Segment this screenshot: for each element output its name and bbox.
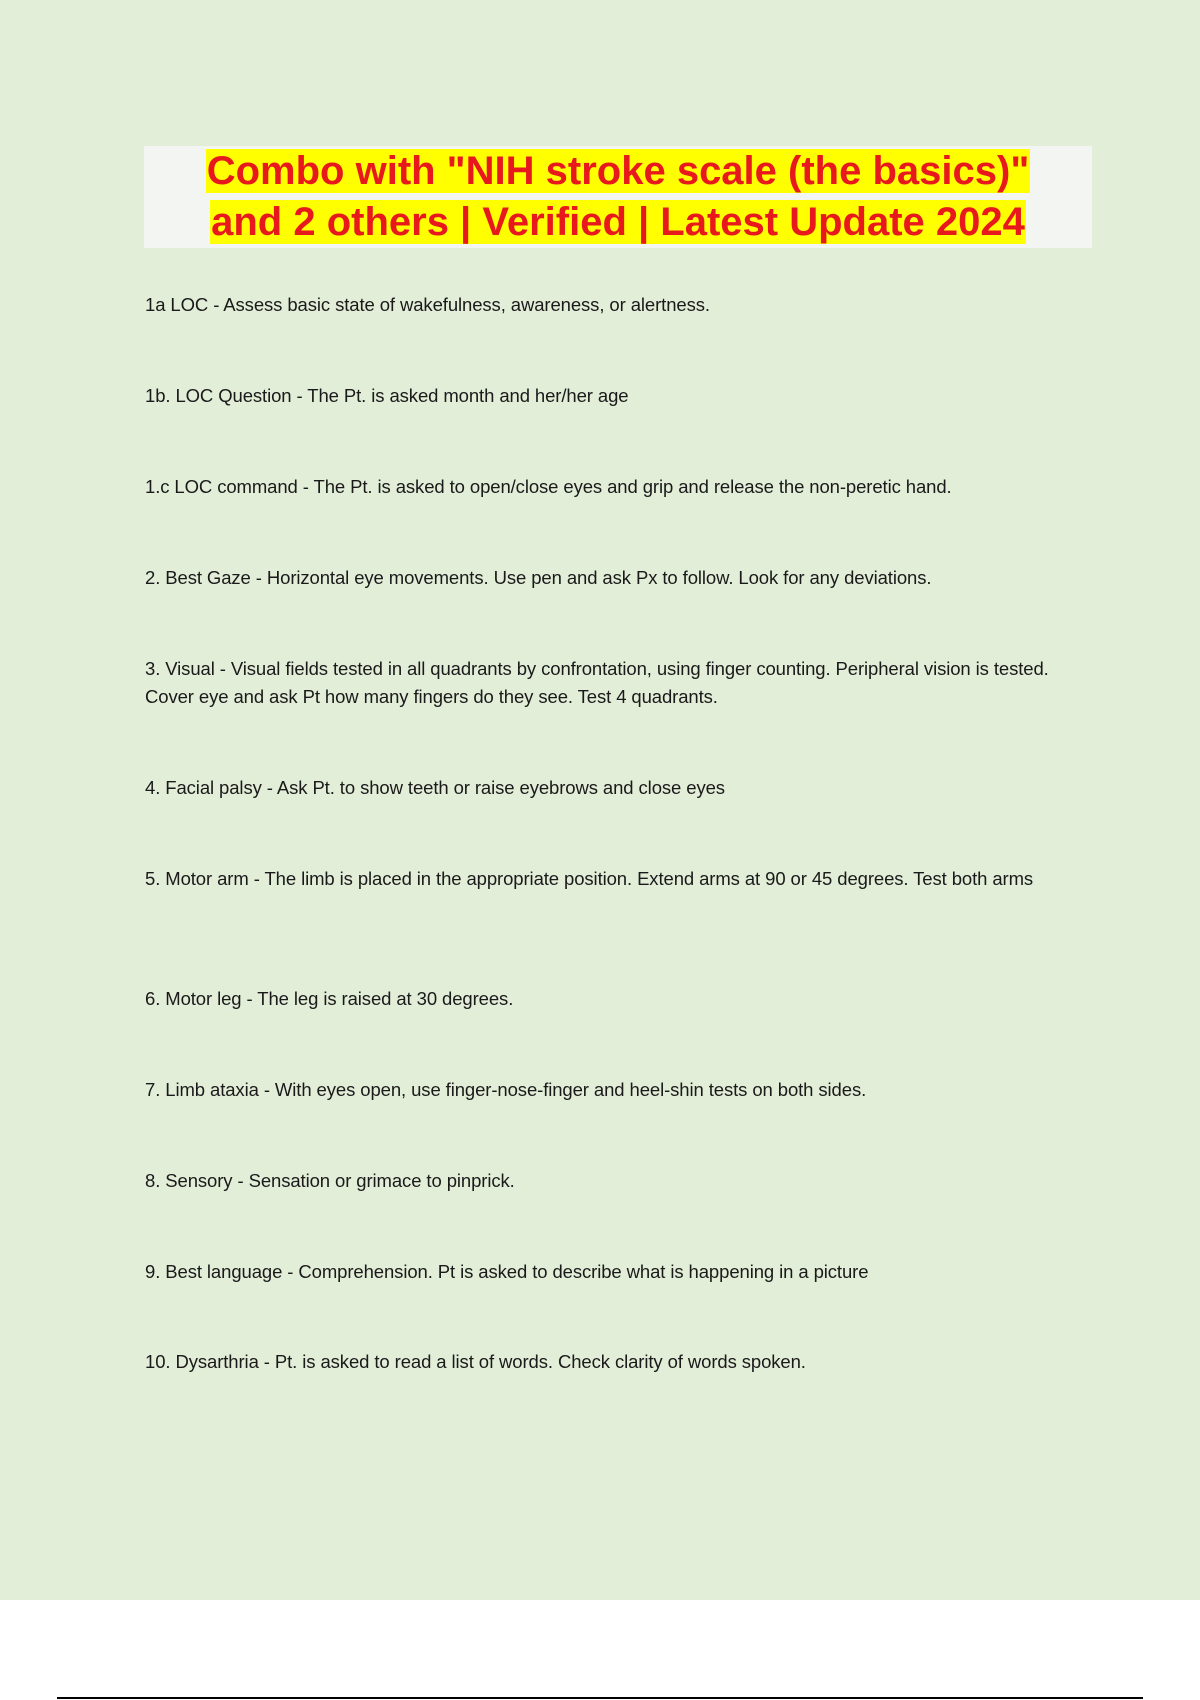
list-item: 9. Best language - Comprehension. Pt is asked to describe what is happening in a picture — [145, 1261, 869, 1282]
list-item: 1a LOC - Assess basic state of wakefulness, awareness, or alertness. — [145, 294, 710, 315]
title-line-2: and 2 others | Verified | Latest Update 2024 — [211, 200, 1025, 244]
list-item: 8. Sensory - Sensation or grimace to pinprick. — [145, 1170, 515, 1191]
list-item: 1b. LOC Question - The Pt. is asked month and her/her age — [145, 385, 629, 406]
list-item: 2. Best Gaze - Horizontal eye movements. Use pen and ask Px to follow. Look for any deviations. — [145, 567, 932, 588]
footer-divider — [57, 1697, 1143, 1699]
list-item: 6. Motor leg - The leg is raised at 30 degrees. — [145, 988, 514, 1009]
title-line-1: Combo with "NIH stroke scale (the basics)" — [206, 149, 1030, 193]
list-item: 4. Facial palsy - Ask Pt. to show teeth or raise eyebrows and close eyes — [145, 777, 725, 798]
list-item: 1.c LOC command - The Pt. is asked to open/close eyes and grip and release the non-peretic hand. — [145, 476, 952, 497]
list-item: 5. Motor arm - The limb is placed in the appropriate position. Extend arms at 90 or 45 degrees. Test both arms — [145, 868, 1034, 889]
list-item: 10. Dysarthria - Pt. is asked to read a list of words. Check clarity of words spoken. — [145, 1351, 806, 1372]
document-title — [206, 146, 1031, 248]
title-box — [144, 146, 1092, 248]
list-item: 3. Visual - Visual fields tested in all quadrants by confrontation, using finger counting. Peripheral vision is tested. Cover eye and ask Pt how many fingers do they see. Test 4 quadrants. — [145, 658, 1049, 707]
list-item: 7. Limb ataxia - With eyes open, use finger-nose-finger and heel-shin tests on both sides. — [145, 1079, 867, 1100]
